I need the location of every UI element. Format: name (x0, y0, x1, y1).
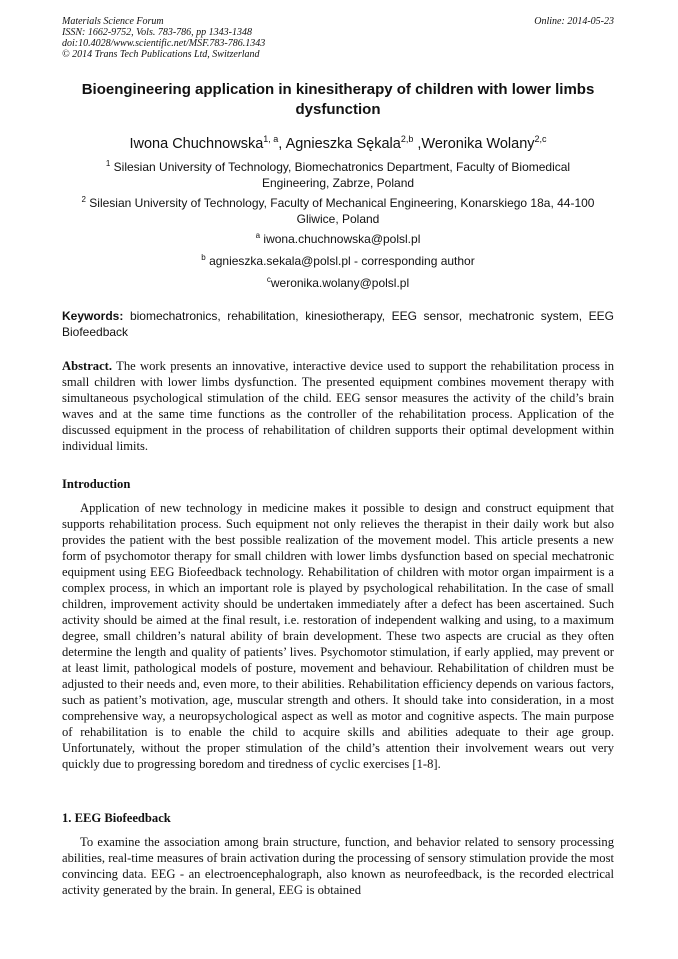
email-marker: b (201, 253, 206, 262)
email-address[interactable]: weronika.wolany@polsl.pl (270, 276, 410, 290)
section-heading-introduction: Introduction (62, 477, 131, 491)
author-separator: , (278, 135, 286, 152)
email-a (62, 228, 614, 247)
keywords (62, 308, 614, 340)
keywords-text: biomechatronics, rehabilitation, kinesiotherapy, EEG sensor, mechatronic system, EEG Biofeedback (62, 309, 614, 339)
affiliation-text: Silesian University of Technology, Biomechatronics Department, Faculty of Biomedical Engineering, Zabrze, Poland (113, 160, 571, 190)
affiliation-marker: 1 (105, 159, 111, 168)
abstract-text: The work presents an innovative, interactive device used to support the rehabilitation process in small children with lower limbs dysfunction. The presented equipment combines movement therapy with simultaneous psychological stimulation of the child. EEG sensor measures the activity of the child’s brain waves and at the same time functions as the controller of the rehabilitation process. Application of the discussed equipment in the process of rehabilitation of children supports their optimal development within individual limits. (62, 359, 615, 453)
author-superscript: 1, a (263, 134, 279, 144)
affiliation-marker: 2 (81, 195, 86, 204)
journal-doi: doi:10.4028/www.scientific.net/MSF.783-786.1343 (62, 38, 266, 49)
author-separator: , (413, 135, 422, 152)
affiliation-text: Silesian University of Technology, Faculty of Mechanical Engineering, Konarskiego 18a, 44-100 Gliwice, Poland (89, 196, 595, 226)
author-name: Agnieszka Sękala (285, 135, 401, 152)
author-name: Iwona Chuchnowska (129, 135, 264, 152)
email-address[interactable]: agnieszka.sekala@polsl.pl - corresponding author (209, 254, 475, 268)
journal-name: Materials Science Forum (62, 16, 164, 27)
eeg-biofeedback-paragraph: To examine the association among brain structure, function, and behavior related to sensory processing abilities, real-time measures of brain activation during the processing of sensory stimulation provide the most convincing data. EEG - an electroencephalograph, also known as neurofeedback, is the recorded electrical activity generated by the brain. In general, EEG is obtained (62, 835, 614, 897)
author-name: Weronika Wolany (421, 135, 535, 152)
affiliation-1 (74, 156, 602, 191)
online-date: Online: 2014-05-23 (534, 16, 614, 27)
introduction-paragraph: Application of new technology in medicine makes it possible to design and construct equipment that supports rehabilitation process. Such equipment not only relieves the therapist in their daily work but also provides the patient with the best possible realization of the movement model. This article presents a new form of psychomotor therapy for small children with lower limbs dysfunction based on special mechatronic equipment using EEG Biofeedback technology. Rehabilitation of children with motor organ impairment is a complex process, in which an important role is played by psychological rehabilitation. In the case of small children, improvement activity should be undertaken immediately after a defect has been ascertained. Such activity should be aimed at the final result, i.e. restoration of independent walking and using, to a maximum degree, small children’s natural ability of brain development. These two aspects are crucial as they often determine the length and quality of patients’ lives. Psychomotor stimulation, if early applied, may prevent or at least limit, pathological models of posture, movement and behaviour. Rehabilitation of children must be adjusted to their needs and, even more, to their abilities. Rehabilitation efficiency depends on various factors, such as patient’s motivation, age, muscular strength and others. It should take into consideration, in a most comprehensive way, a neuropsychological aspect as well as motor and cognitive aspects. The main purpose of rehabilitation is to enable the child to acquire skills and abilities adequate to their age group. Unfortunately, without the proper stimulation of the child’s attention their involvement wears out very quickly due to progressing boredom and tiredness of cyclic exercises [1-8]. (62, 501, 614, 771)
email-c (62, 272, 614, 291)
abstract-label: Abstract. (62, 359, 113, 373)
affiliation-2 (74, 192, 602, 227)
email-marker: a (255, 231, 261, 240)
paper-title: Bioengineering application in kinesitherapy of children with lower limbs dysfunction (81, 81, 595, 118)
author-list (62, 130, 614, 153)
journal-issn: ISSN: 1662-9752, Vols. 783-786, pp 1343-1348 (62, 27, 252, 38)
keywords-label: Keywords: (62, 309, 124, 323)
email-address[interactable]: iwona.chuchnowska@polsl.pl (263, 232, 421, 246)
author-superscript: 2,c (534, 134, 547, 144)
email-b (62, 250, 614, 269)
journal-header (62, 16, 618, 60)
abstract (62, 358, 614, 454)
journal-copyright: © 2014 Trans Tech Publications Ltd, Switzerland (62, 49, 260, 60)
section-heading-eeg-biofeedback: 1. EEG Biofeedback (62, 811, 171, 825)
author-superscript: 2,b (400, 134, 414, 144)
email-marker: c (266, 275, 271, 284)
